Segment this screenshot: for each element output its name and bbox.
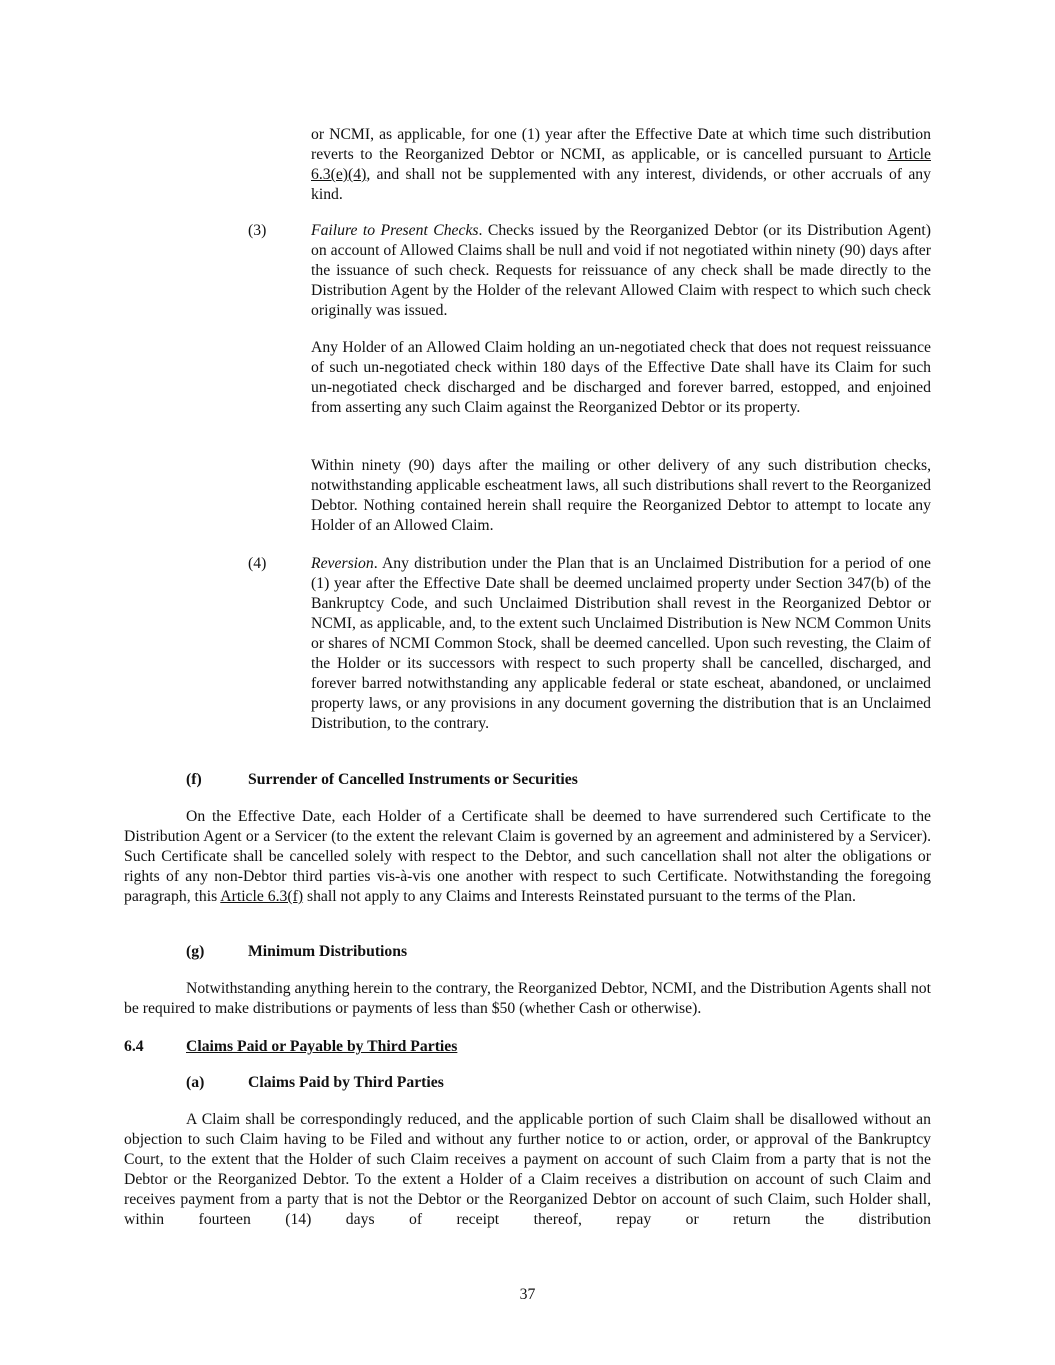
continuation-paragraph <box>311 125 931 205</box>
section-f-paragraph <box>124 807 931 907</box>
section-6-4-title: Claims Paid or Payable by Third Parties <box>186 1038 458 1055</box>
section-f-title: Surrender of Cancelled Instruments or Securities <box>248 771 578 788</box>
item-3-text: . Checks issued by the Reorganized Debtor (or its Distribution Agent) on account of Allowed Claims shall be null and void if not negotiated within ninety (90) days after the issuance of such check. Requests for reissuance of any check shall be made directly to the Distribution Agent by the Holder of the relevant Allowed Claim with respect to which such check originally was issued. <box>311 222 931 319</box>
section-f-text-b: shall not apply to any Claims and Interests Reinstated pursuant to the terms of the Plan. <box>303 888 856 905</box>
section-a-paragraph: A Claim shall be correspondingly reduced, and the applicable portion of such Claim shall be disallowed without an objection to such Claim having to be Filed and without any further notice to or action, order, or approval of the Bankruptcy Court, to the extent that the Holder of such Claim receives a payment on account of such Claim from a party that is not the Debtor or the Reorganized Debtor. To the extent a Holder of a Claim receives a distribution on account of such Claim and receives payment from a party that is not the Debtor or the Reorganized Debtor on account of such Claim, such Holder shall, within fourteen (14) days of receipt thereof, repay or return the distribution <box>124 1111 931 1228</box>
section-a-title: Claims Paid by Third Parties <box>248 1074 444 1091</box>
section-6-4-number: 6.4 <box>124 1038 144 1055</box>
item-4-heading: Reversion <box>311 555 374 572</box>
section-a-label: (a) <box>186 1074 205 1091</box>
item-4-text: . Any distribution under the Plan that is an Unclaimed Distribution for a period of one (1) year after the Effective Date shall be deemed unclaimed property under Section 347(b) of the Bankruptcy Code, and such Unclaimed Distribution shall revest in the Reorganized Debtor or NCMI, as applicable, and, to the extent such Unclaimed Distribution is New NCM Common Units or shares of NCMI Common Stock, shall be deemed cancelled. Upon such revesting, the Claim of the Holder or its successors with respect to such property shall be cancelled, discharged, and forever barred notwithstanding any applicable federal or state escheat, abandoned, or unclaimed property laws, or any provisions in any document governing the distribution that is an Unclaimed Distribution, to the contrary. <box>311 555 931 732</box>
item-3-third-paragraph: Within ninety (90) days after the mailing or other delivery of any such distribution checks, notwithstanding applicable escheatment laws, all such distributions shall revert to the Reorganized Debtor. Nothing contained herein shall require the Reorganized Debtor to attempt to locate any Holder of an Allowed Claim. <box>311 457 931 534</box>
item-3-second-paragraph: Any Holder of an Allowed Claim holding an un-negotiated check that does not request reissuance of such un-negotiated check within 180 days of the Effective Date shall have its Claim for such un-negotiated check discharged and be discharged and forever barred, estopped, and enjoined from asserting any such Claim against the Reorganized Debtor or its property. <box>311 339 931 416</box>
page-number: 37 <box>519 1286 536 1303</box>
section-g-paragraph: Notwithstanding anything herein to the contrary, the Reorganized Debtor, NCMI, and the Distribution Agents shall not be required to make distributions or payments of less than $50 (whether Cash or otherwise). <box>124 980 931 1017</box>
section-f-label: (f) <box>186 771 202 788</box>
article-link-6-3-e-4[interactable]: Article 6.3(e)(4) <box>311 146 931 183</box>
continuation-text-a: or NCMI, as applicable, for one (1) year after the Effective Date at which time such distribution reverts to the Reorganized Debtor or NCMI, as applicable, or is cancelled pursuant to <box>311 126 931 163</box>
section-g-label: (g) <box>186 943 205 960</box>
section-f-text-a: On the Effective Date, each Holder of a Certificate shall be deemed to have surrendered such Certificate to the Distribution Agent or a Servicer (to the extent the relevant Claim is governed by an agreement and administered by a Servicer). Such Certificate shall be cancelled solely with respect to the Debtor, and such cancellation shall not alter the obligations or rights of any non-Debtor third parties vis-à-vis one another with respect to such Certificate. Notwithstanding the foregoing paragraph, this <box>124 808 931 905</box>
article-link-6-3-f[interactable]: Article 6.3(f) <box>220 888 304 905</box>
item-3-heading: Failure to Present Checks <box>311 222 479 239</box>
item-4-number: (4) <box>248 555 267 572</box>
item-3-number: (3) <box>248 222 267 239</box>
continuation-text-b: , and shall not be supplemented with any interest, dividends, or other accruals of any kind. <box>311 166 931 203</box>
item-4-paragraph <box>311 554 931 734</box>
section-g-title: Minimum Distributions <box>248 943 408 960</box>
item-3-paragraph <box>311 221 931 321</box>
